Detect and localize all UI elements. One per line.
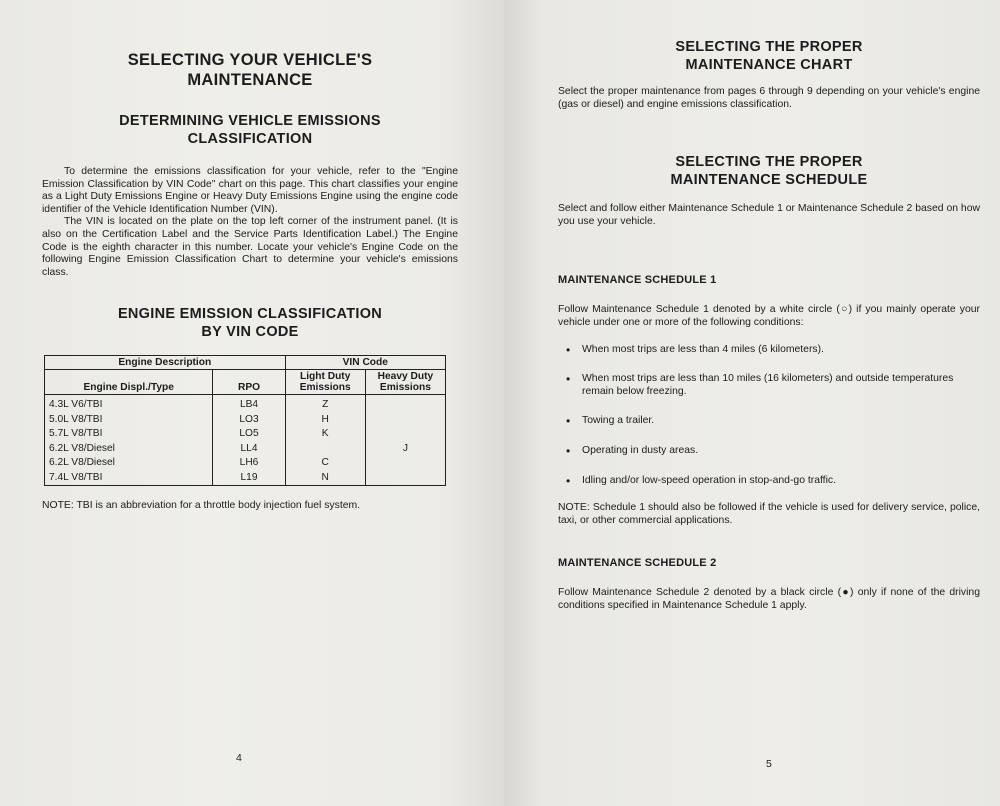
header-heavy-duty: Heavy Duty Emissions — [365, 370, 445, 395]
header-displ-type: Engine Displ./Type — [45, 370, 213, 395]
paragraph-schedule2: Follow Maintenance Schedule 2 denoted by a black circle (●) only if none of the driving conditions specified in Maintenance Schedule 1 apply. — [558, 587, 980, 611]
page-number-left: 4 — [236, 752, 242, 764]
list-item: • Towing a trailer. — [558, 415, 980, 428]
section-heading-line1: ENGINE EMISSION CLASSIFICATION — [117, 306, 383, 323]
page-title — [42, 50, 458, 90]
section-heading-emissions — [42, 112, 458, 148]
section-heading-line1: SELECTING THE PROPER — [675, 39, 863, 55]
cell-rpo: LL4 — [213, 442, 285, 457]
cell-engine: 6.2L V8/Diesel — [45, 442, 213, 457]
table-row — [45, 456, 446, 471]
conditions-list — [558, 344, 980, 488]
schedule1-note: NOTE: Schedule 1 should also be followed if the vehicle is used for delivery service, police, taxi, or other commercial applications. — [558, 502, 980, 526]
cell-heavy — [365, 413, 445, 428]
cell-heavy — [365, 395, 445, 413]
table-header-row — [45, 356, 446, 370]
engine-emission-table — [44, 355, 446, 486]
cell-engine: 7.4L V8/TBI — [45, 471, 213, 486]
section-heading-line2: MAINTENANCE CHART — [685, 57, 853, 73]
paragraph-schedule: Select and follow either Maintenance Schedule 1 or Maintenance Schedule 2 based on how you use your vehicle. — [558, 203, 980, 227]
paragraph-schedule1: Follow Maintenance Schedule 1 denoted by a white circle (○) if you mainly operate your vehicle under one or more of the following conditions: — [558, 304, 980, 328]
cell-light: K — [285, 427, 365, 442]
schedule2-heading: MAINTENANCE SCHEDULE 2 — [558, 557, 717, 570]
cell-light: Z — [285, 395, 365, 413]
table-subheader-row — [45, 370, 446, 395]
cell-rpo: LO3 — [213, 413, 285, 428]
list-item: • When most trips are less than 10 miles (16 kilometers) and outside temperatures remain below freezing. — [558, 373, 980, 398]
section-heading-line1: DETERMINING VEHICLE EMISSIONS — [119, 113, 381, 129]
section-heading-line1: SELECTING THE PROPER — [675, 154, 863, 171]
page-number-right: 5 — [766, 758, 772, 770]
paragraph-chart: Select the proper maintenance from pages 6 through 9 depending on your vehicle's engine (gas or diesel) and engine emissions classification. — [558, 86, 980, 110]
section-heading-line2: BY VIN CODE — [201, 324, 299, 341]
section-heading-line2: MAINTENANCE SCHEDULE — [670, 172, 868, 189]
paragraph-vin-location: The VIN is located on the plate on the top left corner of the instrument panel. (It is also on the Certification Label and the Service Parts Identification Label.) The Engine Code is the eighth character in this number. Locate your vehicle's Engine Code on the following Engine Emission Classification Chart to determine your vehicle's emissions class. — [42, 216, 458, 278]
header-vin-code: VIN Code — [285, 356, 445, 370]
table-row — [45, 442, 446, 457]
cell-light: N — [285, 471, 365, 486]
table-note: NOTE: TBI is an abbreviation for a throttle body injection fuel system. — [42, 500, 361, 512]
list-item: • Operating in dusty areas. — [558, 445, 980, 458]
cell-rpo: L19 — [213, 471, 285, 486]
page-title-line1: SELECTING YOUR VEHICLE'S — [127, 51, 373, 69]
cell-engine: 6.2L V8/Diesel — [45, 456, 213, 471]
cell-rpo: LB4 — [213, 395, 285, 413]
section-heading-vin-chart — [42, 305, 458, 341]
cell-heavy — [365, 427, 445, 442]
table-row — [45, 413, 446, 428]
cell-heavy — [365, 456, 445, 471]
table-row — [45, 471, 446, 486]
header-engine-description: Engine Description — [45, 356, 286, 370]
header-light-duty: Light Duty Emissions — [285, 370, 365, 395]
cell-light — [285, 442, 365, 457]
cell-engine: 5.0L V8/TBI — [45, 413, 213, 428]
list-item: • Idling and/or low-speed operation in stop-and-go traffic. — [558, 475, 980, 488]
page-title-line2: MAINTENANCE — [187, 71, 313, 89]
cell-heavy — [365, 471, 445, 486]
cell-engine: 4.3L V6/TBI — [45, 395, 213, 413]
section-heading-line2: CLASSIFICATION — [187, 131, 313, 147]
section-heading-schedule — [558, 153, 980, 189]
table-row — [45, 395, 446, 413]
cell-engine: 5.7L V8/TBI — [45, 427, 213, 442]
header-rpo: RPO — [213, 370, 285, 395]
schedule1-heading: MAINTENANCE SCHEDULE 1 — [558, 274, 717, 287]
paragraph-emissions-intro: To determine the emissions classification for your vehicle, refer to the "Engine Emission Classification by VIN Code" chart on this page. This chart classifies your engine as a Light Duty Emissions Engine or Heavy Duty Emissions Engine using the engine code identifier of the Vehicle Identification Number (VIN). — [42, 166, 458, 215]
cell-rpo: LO5 — [213, 427, 285, 442]
cell-heavy: J — [365, 442, 445, 457]
right-page — [504, 0, 1000, 806]
cell-light: C — [285, 456, 365, 471]
table-row — [45, 427, 446, 442]
section-heading-chart — [558, 38, 980, 74]
cell-light: H — [285, 413, 365, 428]
list-item: • When most trips are less than 4 miles (6 kilometers). — [558, 344, 980, 357]
cell-rpo: LH6 — [213, 456, 285, 471]
